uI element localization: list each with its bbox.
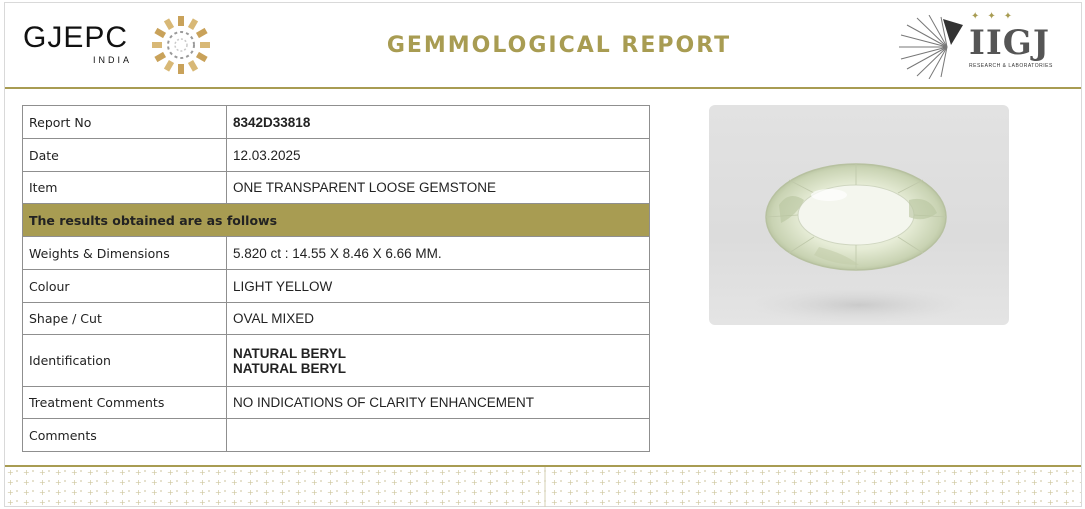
treatment-comments-label: Treatment Comments [23, 387, 227, 419]
weights-dimensions-value: 5.820 ct : 14.55 X 8.46 X 6.66 MM. [227, 237, 650, 270]
report-header [5, 3, 1081, 89]
item-value: ONE TRANSPARENT LOOSE GEMSTONE [227, 172, 650, 204]
colour-value: LIGHT YELLOW [227, 270, 650, 303]
table-row [23, 237, 650, 270]
colour-label: Colour [23, 270, 227, 303]
report-no-label: Report No [23, 106, 227, 139]
weights-dimensions-label: Weights & Dimensions [23, 237, 227, 270]
table-row [23, 139, 650, 172]
table-row [23, 387, 650, 419]
treatment-comments-value: NO INDICATIONS OF CLARITY ENHANCEMENT [227, 387, 650, 419]
table-row [23, 303, 650, 335]
table-row [23, 106, 650, 139]
results-section-row [23, 204, 650, 237]
shape-cut-label: Shape / Cut [23, 303, 227, 335]
report-no-value: 8342D33818 [227, 106, 650, 139]
comments-value [227, 419, 650, 452]
report-details-table [22, 105, 650, 452]
report-page [4, 2, 1082, 507]
date-value: 12.03.2025 [227, 139, 650, 172]
gemstone-image [709, 105, 1009, 325]
iigj-logo-tagline: RESEARCH & LABORATORIES [969, 63, 1053, 69]
report-title: GEMMOLOGICAL REPORT [386, 33, 732, 58]
item-label: Item [23, 172, 227, 204]
iigj-logo [897, 11, 1067, 83]
gjepc-logo-subtext: INDIA [93, 55, 133, 65]
iigj-starburst-icon [897, 15, 963, 79]
table-row [23, 172, 650, 204]
identification-value [227, 335, 650, 387]
date-label: Date [23, 139, 227, 172]
identification-value-line-1: NATURAL BERYL [233, 345, 346, 361]
table-row [23, 419, 650, 452]
shape-cut-value: OVAL MIXED [227, 303, 650, 335]
decorative-footer [5, 465, 1081, 507]
gemstone-photo [709, 105, 1009, 325]
comments-label: Comments [23, 419, 227, 452]
identification-label: Identification [23, 335, 227, 387]
table-row [23, 335, 650, 387]
iigj-stars-icon: ✦✦✦ [971, 11, 1021, 22]
iigj-logo-text: IIGJ [969, 23, 1050, 63]
footer-pattern-icon [5, 467, 1081, 507]
results-section-heading: The results obtained are as follows [23, 204, 650, 237]
identification-value-line-2: NATURAL BERYL [233, 360, 346, 376]
table-row [23, 270, 650, 303]
gjepc-logo-text: GJEPC [23, 21, 129, 54]
